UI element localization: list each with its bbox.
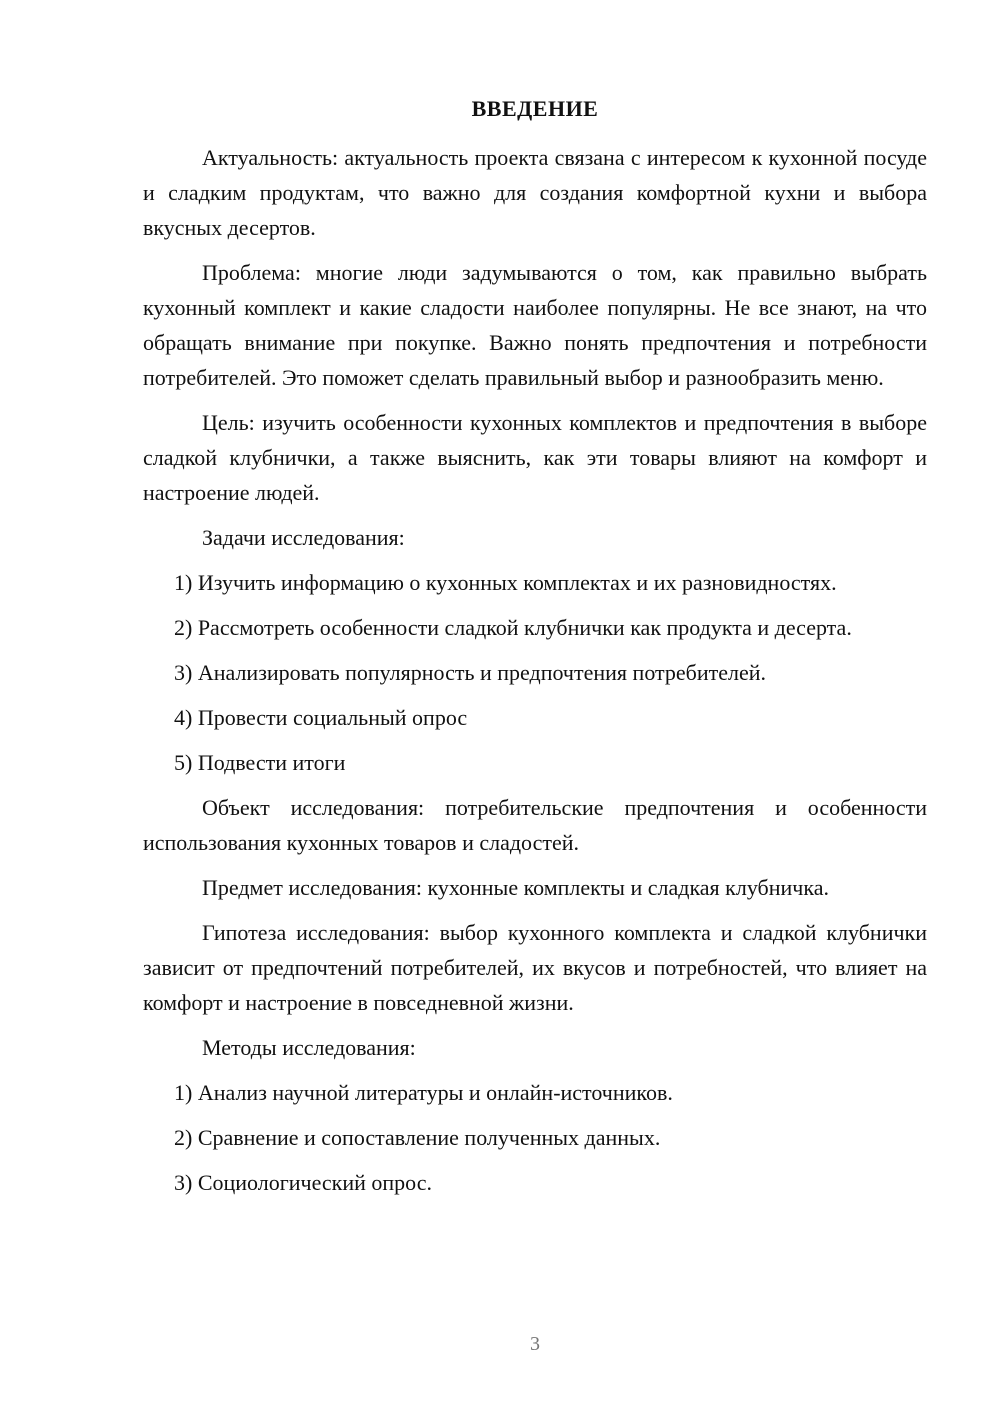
document-body: [143, 140, 927, 1200]
goal-paragraph: Цель: изучить особенности кухонных комплектов и предпочтения в выборе сладкой клубнички, а также выяснить, как эти товары влияют на комфорт и настроение людей.: [143, 410, 927, 505]
method-item-2: 2) Сравнение и сопоставление полученных данных.: [174, 1125, 661, 1150]
subject-paragraph: Предмет исследования: кухонные комплекты и сладкая клубничка.: [202, 875, 829, 900]
methods-heading: Методы исследования:: [202, 1035, 416, 1060]
method-item-3: 3) Социологический опрос.: [174, 1170, 432, 1195]
relevance-paragraph: Актуальность: актуальность проекта связана с интересом к кухонной посуде и сладким продуктам, что важно для создания комфортной кухни и выбора вкусных десертов.: [143, 145, 927, 240]
section-heading: ВВЕДЕНИЕ: [471, 96, 599, 121]
task-item-3: 3) Анализировать популярность и предпочтения потребителей.: [174, 660, 767, 685]
page-number: 3: [530, 1333, 540, 1355]
task-item-2: 2) Рассмотреть особенности сладкой клубнички как продукта и десерта.: [174, 615, 852, 640]
task-item-1: 1) Изучить информацию о кухонных комплектах и их разновидностях.: [174, 570, 837, 595]
tasks-heading: Задачи исследования:: [202, 525, 405, 550]
problem-paragraph: Проблема: многие люди задумываются о том, как правильно выбрать кухонный комплект и какие сладости наиболее популярны. Не все знают, на что обращать внимание при покупке. Важно понять предпочтения и потребности потребителей. Это поможет сделать правильный выбор и разнообразить меню.: [143, 260, 927, 390]
hypothesis-paragraph: Гипотеза исследования: выбор кухонного комплекта и сладкой клубнички зависит от предпочтений потребителей, их вкусов и потребностей, что влияет на комфорт и настроение в повседневной жизни.: [143, 920, 927, 1015]
task-item-5: 5) Подвести итоги: [174, 750, 346, 775]
task-item-4: 4) Провести социальный опрос: [174, 705, 468, 730]
object-paragraph: Объект исследования: потребительские предпочтения и особенности использования кухонных товаров и сладостей.: [143, 795, 927, 855]
method-item-1: 1) Анализ научной литературы и онлайн-источников.: [174, 1080, 673, 1105]
methods-list: [143, 1075, 927, 1200]
tasks-list: [143, 565, 927, 780]
